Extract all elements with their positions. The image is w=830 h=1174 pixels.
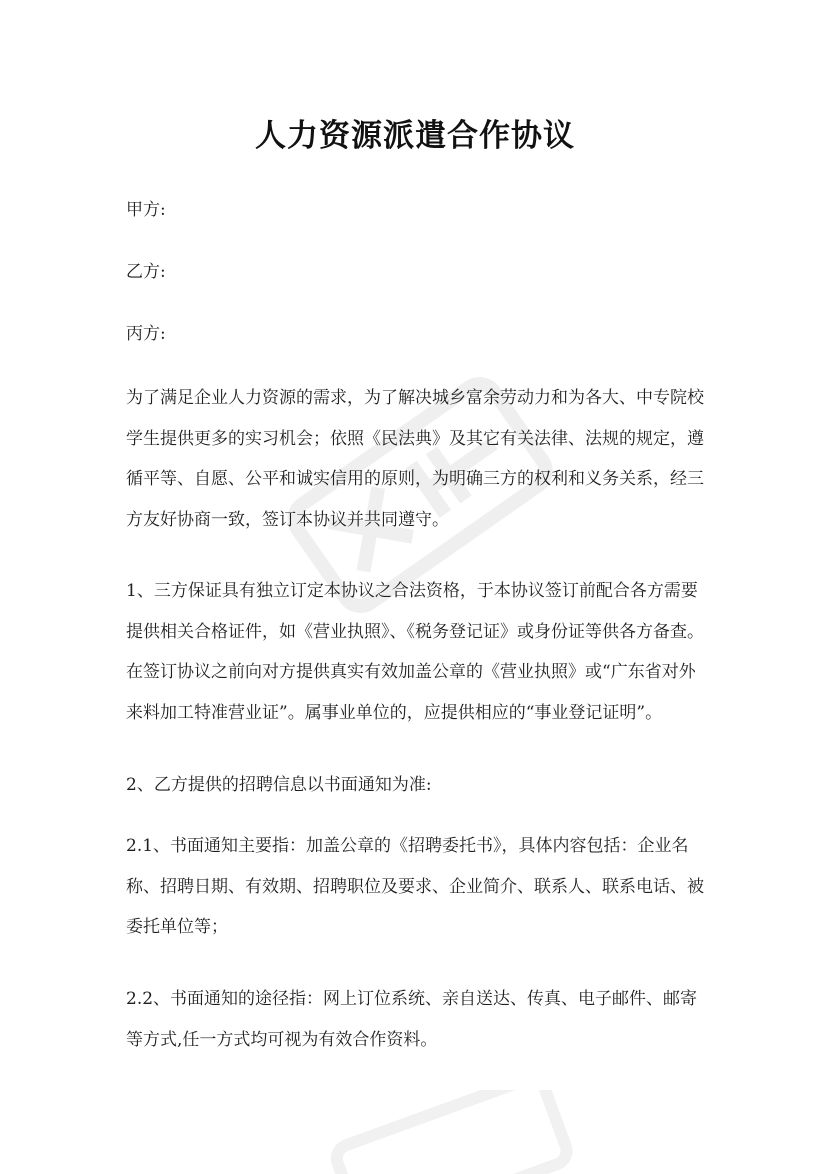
party-a-label: 甲方: [126, 200, 166, 220]
intro-paragraph: 为了满足企业人力资源的需求，为了解决城乡富余劳动力和为各大、中专院校学生提供更多的实习机会；依照《民法典》及其它有关法律、法规的规定，遵循平等、自愿、公平和诚实信用的原则，为明确三方的权利和义务关系，经三方友好协商一致，签订本协议并共同遵守。 [126, 388, 704, 530]
clause-2-paragraph: 2、乙方提供的招聘信息以书面通知为准: [126, 775, 432, 795]
document-title: 人力资源派遣合作协议 [255, 118, 575, 154]
clause-2-2-paragraph: 2.2、书面通知的途径指：网上订位系统、亲自送达、传真、电子邮件、邮寄等方式,任一方式均可视为有效合作资料。 [126, 989, 698, 1050]
party-c-label: 丙方: [126, 324, 166, 344]
clause-1-paragraph: 1、三方保证具有独立订定本协议之合法资格，于本协议签订前配合各方需要提供相关合格证件，如《营业执照》、《税务登记证》或身份证等供各方备查。在签订协议之前向对方提供真实有效加盖公章的《营业执照》或“广东省对外来料加工特准营业证”。属事业单位的，应提供相应的“事业登记证明”。 [126, 581, 704, 723]
watermark-icon-bottom [300, 1090, 600, 1174]
party-b-label: 乙方: [126, 262, 166, 282]
clause-2-1-paragraph: 2.1、书面通知主要指：加盖公章的《招聘委托书》，具体内容包括：企业名称、招聘日期、有效期、招聘职位及要求、企业简介、联系人、联系电话、被委托单位等； [126, 836, 704, 937]
